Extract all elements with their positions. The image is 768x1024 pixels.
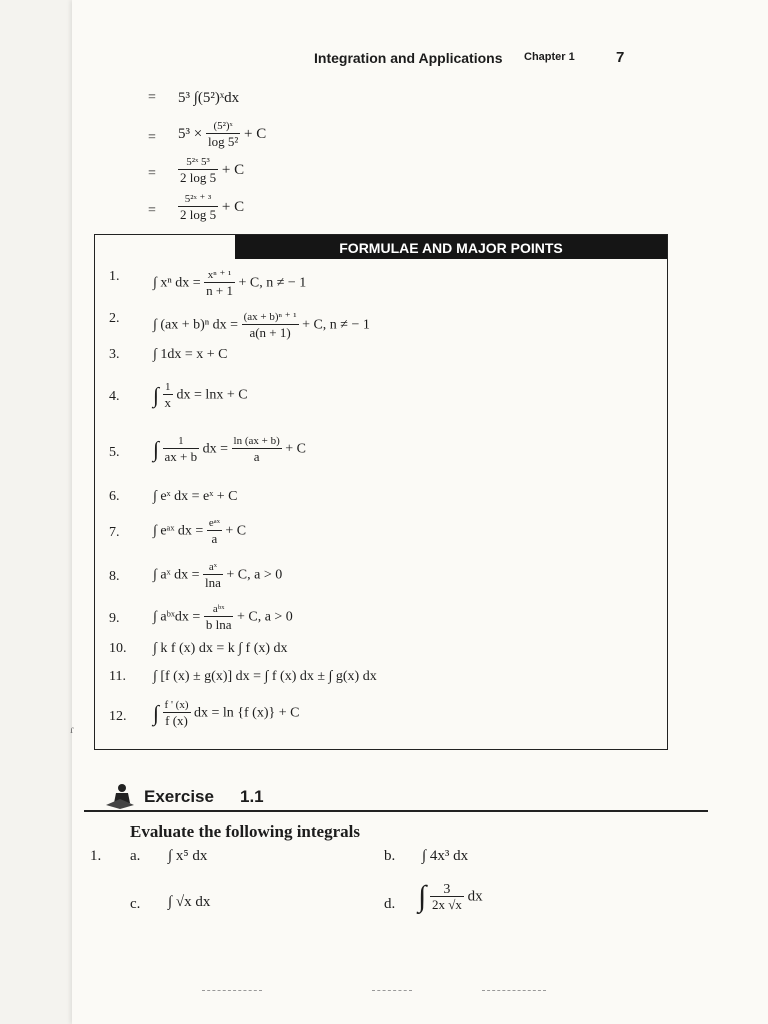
formula-expression [153, 435, 306, 464]
numerator: aᵇˣ [204, 603, 234, 617]
formula-number: 10. [109, 641, 127, 656]
formula-lead: ∫ aˣ dx = [153, 567, 200, 583]
numerator: ln (ax + b) [233, 435, 280, 447]
formula-expression: ∫ k f (x) dx = k ∫ f (x) dx [153, 641, 288, 656]
equals-sign: = [148, 166, 156, 181]
denominator: log 5² [207, 134, 239, 149]
formula-tail: + C, n ≠ − 1 [238, 275, 307, 291]
formula-expression: ∫ eˣ dx = eˣ + C [153, 489, 238, 504]
formula-lead: ∫ eᵃˣ dx = [153, 523, 204, 539]
book-page [72, 0, 768, 1024]
formulae-box [94, 234, 668, 750]
fraction [163, 381, 174, 410]
fraction [163, 699, 191, 728]
numerator: 3 [430, 883, 464, 897]
question-part-expression: ∫ √x dx [168, 894, 211, 910]
step-expression [178, 156, 244, 185]
formula-number: 12. [109, 709, 127, 724]
exercise-label: Exercise [144, 787, 214, 806]
formula-lead: ∫ (ax + b)ⁿ dx = [153, 317, 239, 333]
integral-sign: ∫ [153, 436, 160, 462]
numerator: xⁿ ⁺ ¹ [204, 269, 235, 283]
numerator: 1 [163, 435, 200, 449]
denominator: f (x) [165, 713, 188, 728]
faint-mark [202, 990, 262, 992]
exercise-rule [84, 810, 708, 812]
question-part-expression [418, 880, 483, 914]
faint-mark [482, 990, 546, 992]
numerator: (5²)ˣ [206, 120, 240, 134]
fraction [206, 120, 240, 149]
formula-tail: + C [225, 523, 247, 539]
numerator: 5²ˣ 5³ [178, 156, 218, 170]
formula-tail: dx = lnx + C [176, 387, 248, 403]
fraction [242, 311, 299, 340]
formula-number: 4. [109, 389, 120, 404]
fraction [203, 561, 223, 590]
exercise-header [104, 783, 684, 813]
question-part-label: a. [130, 848, 141, 864]
formula-number: 2. [109, 311, 120, 326]
numerator: 5²ˣ ⁺ ³ [178, 193, 218, 207]
numerator: 1 [163, 381, 174, 395]
formula-number: 7. [109, 525, 120, 540]
formula-number: 9. [109, 611, 120, 626]
formula-lead: ∫ xⁿ dx = [153, 275, 201, 291]
question-number: 1. [90, 848, 102, 864]
integral-sign: ∫ [153, 382, 160, 408]
step-expression [178, 120, 266, 149]
question-part-tail: dx [467, 888, 483, 905]
faint-mark [372, 990, 412, 992]
numerator: (ax + b)ⁿ ⁺ ¹ [243, 311, 297, 323]
header-chapter: Chapter 1 [524, 51, 575, 63]
equals-sign: = [148, 130, 156, 145]
header-title: Integration and Applications [314, 50, 503, 66]
step-tail: + C [221, 198, 245, 215]
step-lead: 5³ × [178, 125, 203, 142]
exercise-instruction: Evaluate the following integrals [130, 822, 360, 841]
denominator: 2 log 5 [180, 170, 217, 185]
fraction [178, 156, 218, 185]
step-tail: + C [243, 125, 267, 142]
formula-tail: dx = [202, 441, 229, 457]
numerator: aˣ [203, 561, 223, 575]
formula-tail: dx = ln {f (x)} + C [194, 705, 300, 721]
formula-expression [153, 517, 246, 546]
question-part-label: b. [384, 848, 396, 864]
formula-lead: ∫ aᵇˣdx = [153, 609, 201, 625]
equals-sign: = [148, 90, 156, 105]
denominator: x [164, 395, 172, 410]
integral-sign: ∫ [153, 700, 160, 726]
fraction [232, 435, 282, 464]
denominator: n + 1 [206, 283, 233, 298]
fraction [207, 517, 222, 546]
formula-expression: ∫ 1dx = x + C [153, 347, 228, 362]
formula-tail: + C, n ≠ − 1 [302, 317, 370, 333]
formula-expression [153, 269, 306, 298]
numerator: eᵃˣ [208, 517, 220, 529]
formula-number: 1. [109, 269, 120, 284]
formulae-title: FORMULAE AND MAJOR POINTS [339, 240, 563, 256]
formula-expression [153, 603, 293, 632]
margin-mark: ɾ [70, 722, 74, 736]
equals-sign: = [148, 203, 156, 218]
formula-tail: + C [285, 441, 306, 457]
formula-expression: ∫ [f (x) ± g(x)] dx = ∫ f (x) dx ± ∫ g(x) dx [153, 669, 377, 684]
denominator: ax + b [164, 449, 198, 464]
formula-number: 5. [109, 445, 120, 460]
fraction [204, 269, 235, 298]
fraction [430, 883, 464, 912]
step-tail: + C [221, 161, 245, 178]
student-reading-icon [104, 783, 136, 809]
integral-sign: ∫ [418, 880, 427, 913]
denominator: 2x √x [431, 896, 462, 912]
page-number: 7 [616, 49, 625, 66]
step-expression: 5³ ∫(5²)ˣdx [178, 90, 240, 106]
formula-expression [153, 381, 248, 410]
denominator: lna [205, 575, 221, 590]
formula-number: 3. [109, 347, 120, 362]
formula-expression [153, 311, 370, 340]
question-part-label: c. [130, 896, 141, 912]
fraction [204, 603, 234, 632]
denominator: 2 log 5 [180, 207, 217, 222]
step-expression [178, 193, 244, 222]
formula-number: 6. [109, 489, 120, 504]
numerator: f ' (x) [164, 699, 189, 711]
denominator: a [211, 531, 218, 546]
question-part-expression: ∫ 4x³ dx [422, 848, 469, 864]
formula-expression [153, 699, 299, 728]
denominator: a [253, 449, 260, 464]
formula-tail: + C, a > 0 [236, 609, 293, 625]
question-part-expression: ∫ x⁵ dx [168, 848, 208, 864]
running-header [314, 49, 625, 66]
formula-tail: + C, a > 0 [226, 567, 283, 583]
exercise-number: 1.1 [240, 787, 264, 806]
fraction [178, 193, 218, 222]
formula-number: 11. [109, 669, 126, 684]
denominator: a(n + 1) [249, 325, 291, 340]
formula-number: 8. [109, 569, 120, 584]
fraction [163, 435, 200, 464]
formula-expression [153, 561, 282, 590]
denominator: b lna [205, 617, 232, 632]
question-part-label: d. [384, 896, 396, 912]
